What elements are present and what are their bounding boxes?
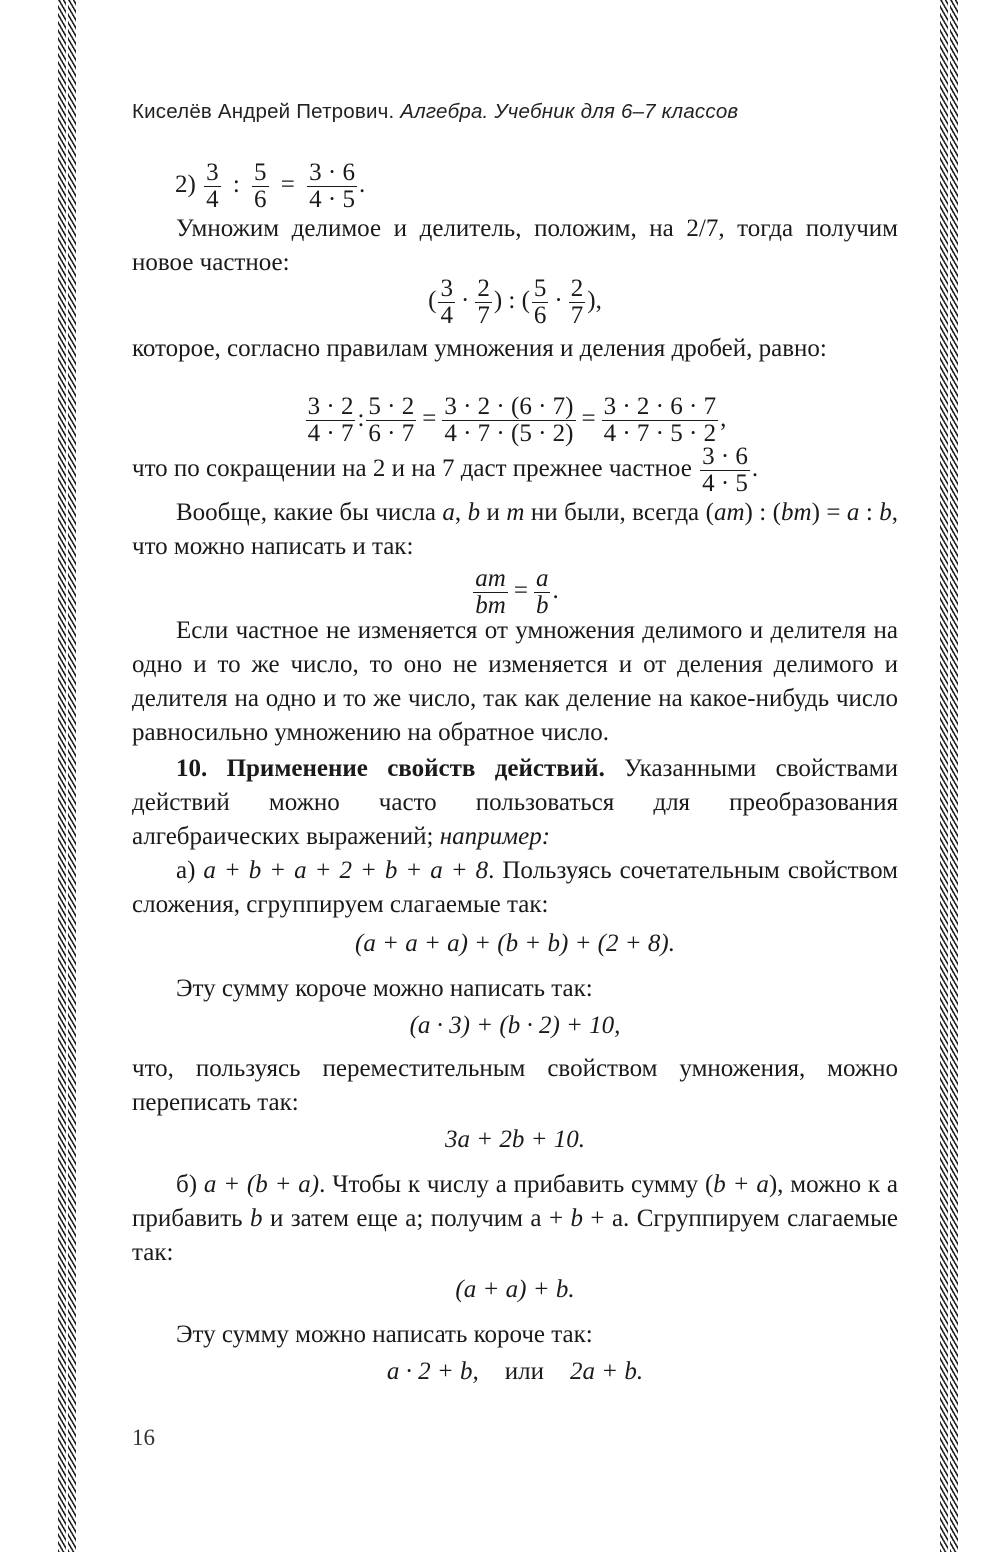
paragraph-shorter-b: Эту сумму можно написать короче так: <box>176 1321 593 1348</box>
fraction: $\frac{3 \cdot 6}{4 \cdot 5}$ <box>702 443 748 497</box>
example-a: а) a + b + a + 2 + b + a + 8. Пользуясь сочетательным свойством сложения, сгруппируем слагаемые так: <box>132 857 898 918</box>
fraction: $\frac{am}{bm}$ <box>475 565 506 619</box>
equation-am-bm: $\frac{am}{bm}$ = $\frac{a}{b}$ . <box>475 565 559 619</box>
left-decorative-border <box>58 0 84 1552</box>
fraction: $\frac{3}{4}$ <box>206 159 219 213</box>
equation-expanded: $\frac{3 \cdot 2}{4 \cdot 7}$ : $\frac{5 \cdot 2}{6 \cdot 7}$ = $\frac{3 \cdot 2 \cdot (6 \cdot 7)}{4 \cdot 7 \cdot (5 \cdot 2)}$ = $\frac{3 \cdot 2 \cdot 6 \cdot 7}{4 \cdot 7 \cdot 5 \cdot 2}$ , <box>307 393 727 447</box>
fraction: $\frac{5}{6}$ <box>254 159 267 213</box>
equation-2: 2) $\frac{3}{4}$ : $\frac{5}{6}$ = $\frac{3 \cdot 6}{4 \cdot 5}$ . <box>175 159 366 213</box>
paragraph-general-rule: Вообще, какие бы числа a, b и m ни были, всегда (am) : (bm) = a : b, что можно написать и так: <box>132 499 898 560</box>
equation-label: 2) <box>175 171 196 199</box>
fraction: $\frac{3 \cdot 2}{4 \cdot 7}$ <box>307 393 354 447</box>
fraction: $\frac{2}{7}$ <box>477 275 490 329</box>
fraction: $\frac{3 \cdot 2 \cdot 6 \cdot 7}{4 \cdot 7 \cdot 5 \cdot 2}$ <box>603 393 717 447</box>
fraction: $\frac{a}{b}$ <box>535 565 549 619</box>
header-author: Киселёв Андрей Петрович. <box>132 100 395 123</box>
equation-result-b: a · 2 + b, или 2a + b. <box>386 1358 644 1385</box>
paragraph-reduction: что по сокращении на 2 и на 7 даст прежнее частное $\frac{3 \cdot 6}{4 \cdot 5}$ . <box>132 443 759 497</box>
example-b: б) a + (b + a). Чтобы к числу а прибавить сумму (b + a), можно к а прибавить b и затем еще а; получим а + b + а. Сгруппируем слагаемые так: <box>132 1171 899 1266</box>
fraction: $\frac{3 \cdot 2 \cdot (6 \cdot 7)}{4 \cdot 7 \cdot (5 \cdot 2)}$ <box>444 393 574 447</box>
equation-result-a: 3a + 2b + 10. <box>445 1126 585 1153</box>
equation-products: (a · 3) + (b · 2) + 10, <box>409 1012 621 1039</box>
equation-grouped-sum: (a + a + a) + (b + b) + (2 + 8). <box>355 930 675 957</box>
paragraph-multiply: Умножим делимое и делитель, положим, на 2/7, тогда получим новое частное: <box>132 215 898 276</box>
right-decorative-border <box>940 0 966 1552</box>
equation-new-quotient: ( $\frac{3}{4}$ · $\frac{2}{7}$ ) : ( $\frac{5}{6}$ · $\frac{2}{7}$ ), <box>428 275 602 329</box>
section-title: 10. Применение свойств действий. <box>176 755 605 782</box>
fraction: $\frac{3}{4}$ <box>440 275 453 329</box>
header-book-title: Алгебра. Учебник для 6–7 классов <box>400 100 739 123</box>
running-header <box>132 100 738 124</box>
equation-grouped-b: (a + a) + b. <box>455 1276 575 1303</box>
section-10: 10. Применение свойств действий. Указанными свойствами действий можно часто пользоваться для преобразования алгебраических выражений; например: <box>132 755 899 850</box>
fraction: $\frac{5 \cdot 2}{6 \cdot 7}$ <box>368 393 415 447</box>
paragraph-commutative: что, пользуясь переместительным свойством умножения, можно переписать так: <box>132 1055 898 1116</box>
paragraph-division-property: Если частное не изменяется от умножения делимого и делителя на одно и то же число, то оно не изменяется и от деления делимого и делителя на одно и то же число, так как деление на какое-нибудь число равносильно умножению на обратное число. <box>132 617 898 746</box>
fraction: $\frac{3 \cdot 6}{4 \cdot 5}$ <box>309 159 355 213</box>
paragraph-equals: которое, согласно правилам умножения и деления дробей, равно: <box>132 335 827 362</box>
paragraph-shorter: Эту сумму короче можно написать так: <box>176 975 593 1002</box>
page-number: 16 <box>132 1425 155 1450</box>
fraction: $\frac{5}{6}$ <box>533 275 547 329</box>
fraction: $\frac{2}{7}$ <box>570 275 584 329</box>
